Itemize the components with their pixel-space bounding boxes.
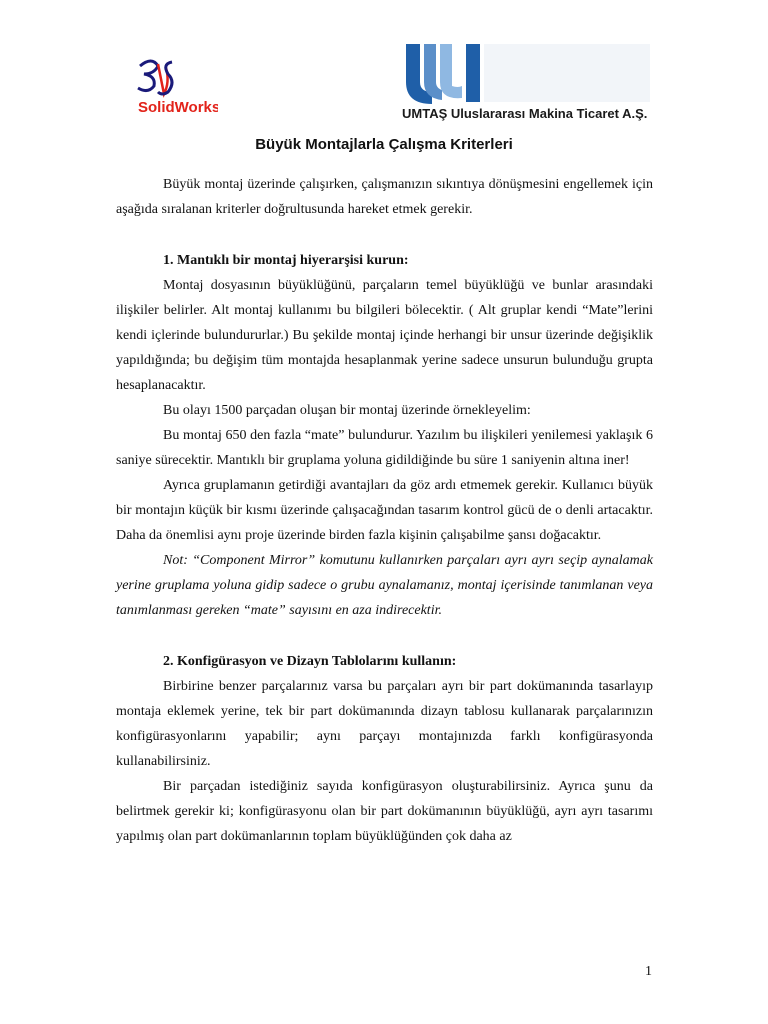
section2-paragraph: Bir parçadan istediğiniz sayıda konfigürasyon oluşturabilirsiniz. Ayrıca şunu da belirtmek gerekir ki; konfigürasyonu olan bir part dokümanının büyüklüğü, ayrı ayrı tasarımı yapılmış olan part dokümanlarının toplam büyüklüğünden çok daha az <box>116 779 653 844</box>
umtas-logo <box>402 42 652 104</box>
spacer <box>116 222 653 248</box>
section2-paragraph: Birbirine benzer parçalarınız varsa bu parçaları ayrı bir part dokümanında tasarlayıp montaja eklemek yerine, tek bir part dokümanında dizayn tablosu kullanarak parçalarınızın konfigürasyonlarını yapabilir; aynı parçayı montajınızda farklı konfigürasyonda kullanabilirsiniz. <box>116 679 653 769</box>
spacer <box>116 623 653 649</box>
section2-heading: 2. Konfigürasyon ve Dizayn Tablolarını kullanın: <box>163 654 457 669</box>
section1-paragraph: Montaj dosyasının büyüklüğünü, parçaların temel büyüklüğü ve bunlar arasındaki ilişkiler belirler. Alt montaj kullanımı bu bilgileri bölecektir. ( Alt gruplar kendi “Mate”lerini kendi içlerinde bulundururlar.) Bu şekilde montaj içinde herhangi bir unsur üzerinde değişiklik yapıldığında; bu değişim tüm montajda hesaplanmak yerine sadece unsurun bulunduğu grupta hesaplanacaktır. <box>116 278 653 393</box>
solidworks-logo-mark <box>118 52 218 122</box>
section1-heading: 1. Mantıklı bir montaj hiyerarşisi kurun: <box>163 253 409 268</box>
section1-paragraph: Ayrıca gruplamanın getirdiği avantajları da göz ardı etmemek gerekir. Kullanıcı büyük bir montajın küçük bir kısmı üzerinde çalışacağından tasarım kontrol gücü de o denli artacaktır. Daha da önemlisi aynı proje üzerinde birden fazla kişinin çalışabilme şansı doğacaktır. <box>116 478 653 543</box>
document-body <box>116 172 653 849</box>
company-name: UMTAŞ Uluslararası Makina Ticaret A.Ş. <box>402 106 648 121</box>
page-number: 1 <box>645 964 652 979</box>
intro-paragraph: Büyük montaj üzerinde çalışırken, çalışmanızın sıkıntıya dönüşmesini engellemek için aşağıda sıralanan kriterler doğrultusunda hareket etmek gerekir. <box>116 177 653 217</box>
section1-paragraph: Bu montaj 650 den fazla “mate” bulundurur. Yazılım bu ilişkileri yenilemesi yaklaşık 6 saniye sürecektir. Mantıklı bir gruplama yoluna gidildiğinde bu süre 1 saniyenin altına iner! <box>116 428 653 468</box>
section1-paragraph: Bu olayı 1500 parçadan oluşan bir montaj üzerinde örnekleyelim: <box>163 403 531 418</box>
section1-note: Not: “Component Mirror” komutunu kullanırken parçaları ayrı ayrı seçip aynalamak yerine gruplama yoluna gidip sadece o grubu aynalamanız, montaj içerisinde tanımlanan veya tanımlanması gereken “mate” sayısını en aza indirecektir. <box>116 553 653 618</box>
umtas-logo-mark <box>402 42 652 104</box>
document-title: Büyük Montajlarla Çalışma Kriterleri <box>255 136 513 153</box>
solidworks-logo <box>118 52 218 122</box>
solidworks-wordmark: SolidWorks <box>138 99 218 116</box>
